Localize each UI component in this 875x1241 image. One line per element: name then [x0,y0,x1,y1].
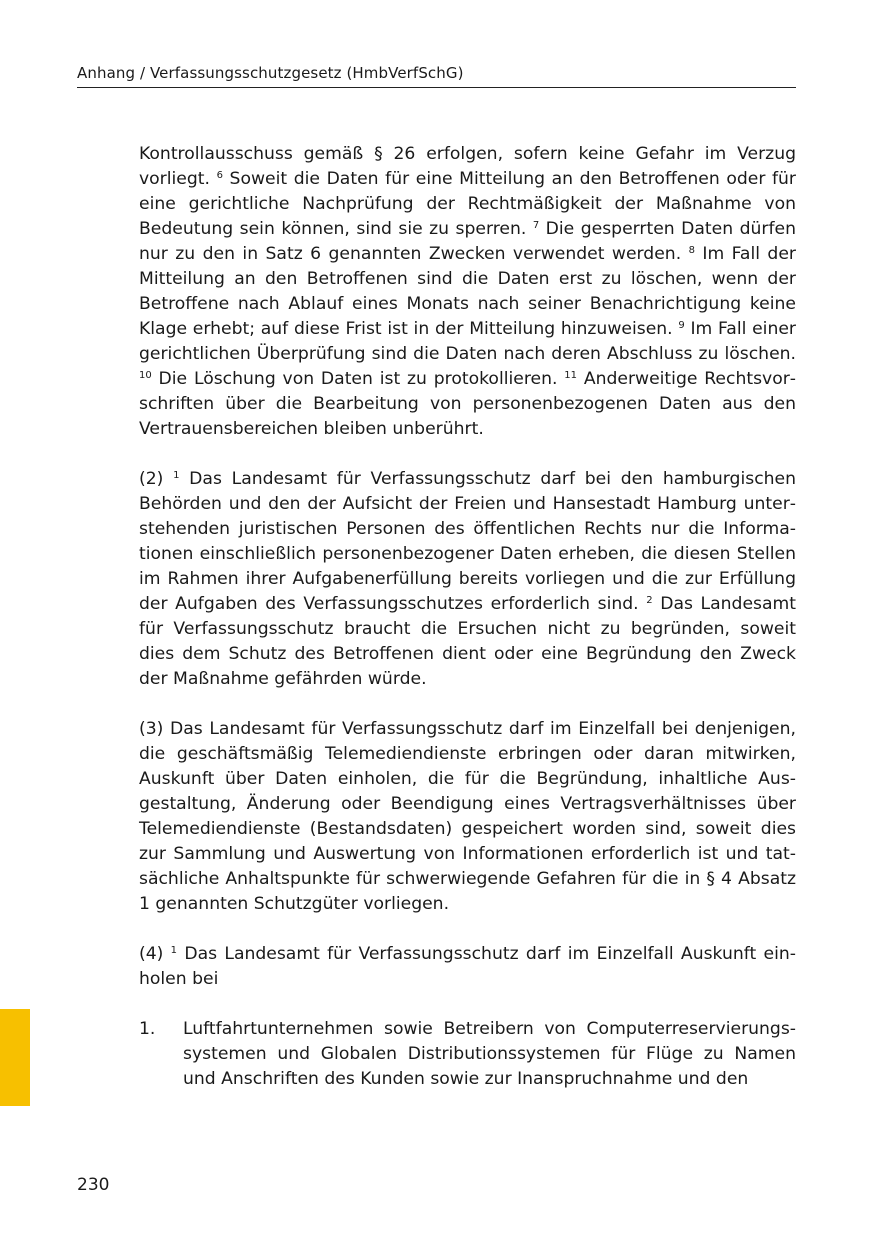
sentence-number: 9 [678,320,685,331]
list-text: Luftfahrtunternehmen sowie Betreibern von Computerreservierungssystemen und Globalen Distributionssystemen für Flüge zu Namen und Anschriften des Kunden sowie zur Inanspruchnahme und den [183,1019,796,1089]
text: Im Fall einer gerichtlichen Überprüfung sind die Daten nach deren Abschluss zu löschen. [139,319,796,364]
text: Soweit die Daten für eine Mitteilung an den Betroffenen oder für eine gerichtliche Nachprüfung der Rechtmäßigkeit der Maßnahme von Bedeutung sein können, sind sie zu sperren. [139,169,796,239]
text: Kontrollausschuss gemäß § 26 erfolgen, sofern keine Gefahr im Verzug vorliegt. [139,144,796,189]
text: Das Landesamt für Verfassungsschutz darf bei den hamburgischen Behörden und den der Aufsicht der Freien und Hansestadt Hamburg unterstehenden juristischen Personen des öffentlichen Rechts nur die Informationen einschließlich personenbezogener Daten erheben, die diesen Stellen im Rahmen ihrer Aufgabenerfüllung bereits vorliegen und die zur Erfüllung der Aufgaben des Verfassungsschutzes erforderlich sind. [139,469,796,614]
paragraph-4 [139,942,796,992]
sentence-number: 6 [216,170,223,181]
list-item [139,1017,796,1092]
sentence-number: 1 [173,470,180,481]
sentence-number: 7 [532,220,540,231]
text: Im Fall der Mitteilung an den Betroffenen sind die Daten erst zu löschen, wenn der Betroffene nach Ablauf eines Monats nach seiner Benachrichtigung keine Klage erhebt; auf diese Frist ist in der Mitteilung hinzuweisen. [139,244,796,339]
paragraph-1 [139,142,796,442]
sentence-number: 8 [688,245,695,256]
page-number: 230 [77,1175,110,1195]
text: Die Löschung von Daten ist zu protokollieren. [151,369,565,389]
text: Die gesperrten Daten dürfen nur zu den in Satz 6 genannten Zwecken verwendet werden. [139,219,796,264]
chapter-tab-marker [0,1009,30,1106]
sentence-number: 10 [139,370,152,381]
text: Anderweitige Rechtsvorschriften über die Bearbeitung von personenbezogenen Daten aus den Vertrauensbereichen bleiben unberührt. [139,369,796,439]
list-number: 1. [139,1019,156,1039]
page-body [139,142,796,1092]
running-header: Anhang / Verfassungsschutzgesetz (HmbVerfSchG) [77,64,796,88]
paragraph-number: (4) [139,944,171,964]
paragraph-number: (2) [139,469,174,489]
sentence-number: 2 [646,595,653,606]
sentence-number: 11 [564,370,578,381]
paragraph-2 [139,467,796,692]
text: Das Landesamt für Verfassungsschutz braucht die Ersuchen nicht zu begründen, soweit dies dem Schutz des Betroffenen dient oder eine Begründung den Zweck der Maßnahme gefährden würde. [139,594,796,689]
text: Das Landesamt für Verfassungsschutz darf im Einzelfall Auskunft einholen bei [139,944,796,989]
paragraph-3: (3) Das Landesamt für Verfassungsschutz darf im Einzelfall bei denjenigen, die geschäftsmäßig Telemediendienste erbringen oder daran mitwirken, Auskunft über Daten einholen, die für die Begründung, inhaltliche Ausgestaltung, Änderung oder Beendigung eines Vertragsverhältnisses über Telemediendienste (Bestandsdaten) gespeichert worden sind, soweit dies zur Sammlung und Auswertung von Informationen erforderlich ist und tatsächliche Anhaltspunkte für schwerwiegende Gefahren für die in § 4 Absatz 1 genannten Schutzgüter vorliegen. [139,719,796,914]
sentence-number: 1 [170,945,178,956]
